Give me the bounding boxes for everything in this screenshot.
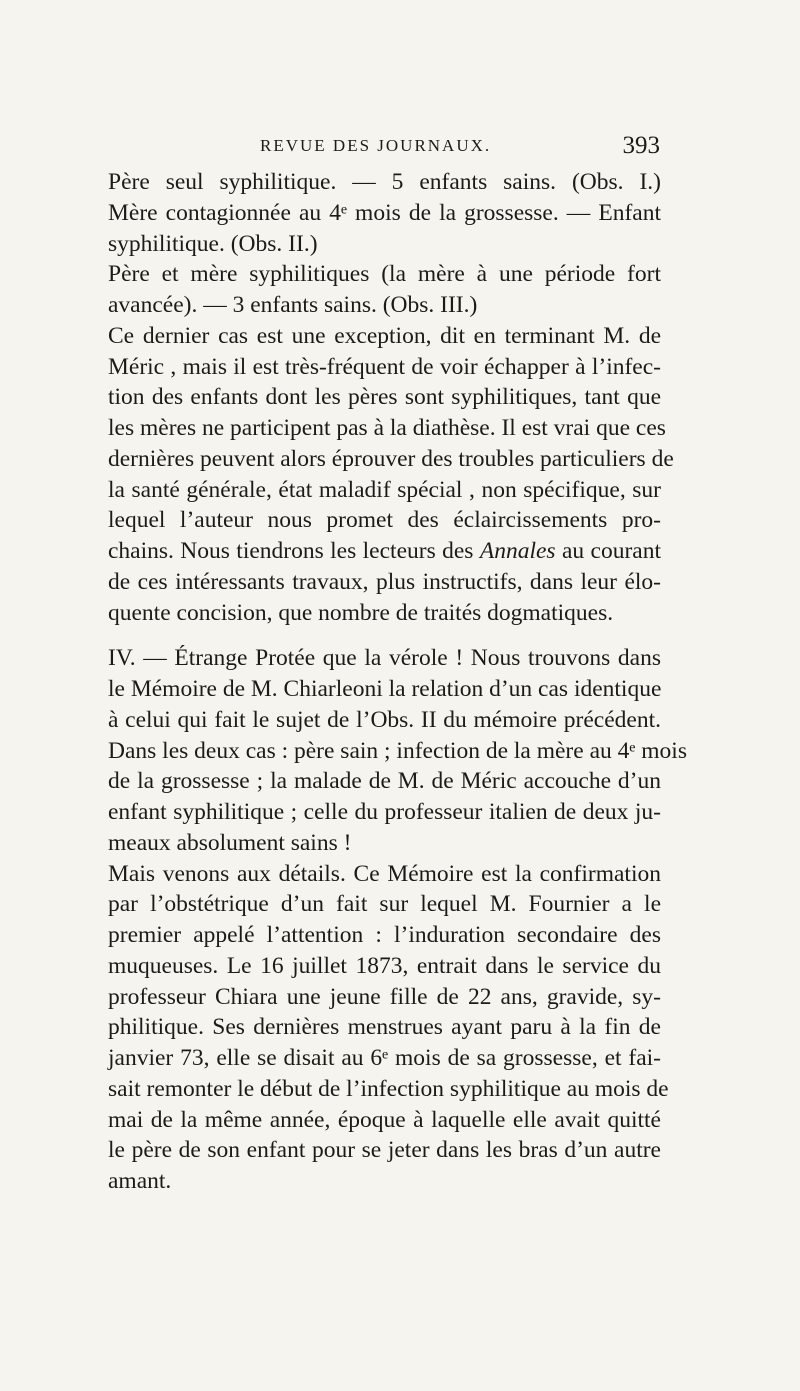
text-line: meaux absolument sains ! [108,829,352,856]
text-line: mai de la même année, époque à laquelle elle avait quitté [108,1106,661,1133]
text-line: Père seul syphilitique. — 5 enfants sains. (Obs. I.) [108,169,661,195]
text-line: amant. [108,1168,172,1194]
text-line: Méric , mais il est très-fréquent de voir échapper à l’infec- [108,353,661,380]
text-line: les mères ne participent pas à la diathèse. Il est vrai que ces [108,415,666,441]
text-line: par l’obstétrique d’un fait sur lequel M. Fournier a le [108,891,661,918]
text-line: dernières peuvent alors éprouver des troubles particuliers de [108,445,674,472]
text-line: la santé générale, état maladif spécial , non spécifique, sur [108,476,661,503]
journal-title-italic: Annales [479,538,556,564]
text-line: de ces intéressants travaux, plus instructifs, dans leur élo- [108,568,661,595]
text-line: avancée). — 3 enfants sains. (Obs. III.) [108,292,478,318]
text-line: à celui qui fait le sujet de l’Obs. II du mémoire précédent. [108,706,661,733]
text-line: Père et mère syphilitiques (la mère à une période fort [108,261,661,288]
text-line: chains. Nous tiendrons les lecteurs des Annales au courant [108,538,661,564]
page-header [108,132,660,162]
text-line: Mère contagionnée au 4ᵉ mois de la grossesse. — Enfant [108,199,661,226]
text-line: lequel l’auteur nous promet des éclaircissements pro- [108,507,661,534]
text-line: sait remonter le début de l’infection syphilitique au mois de [108,1075,669,1102]
text-line: le Mémoire de M. Chiarleoni la relation d’un cas identique [108,676,662,702]
text-line: le père de son enfant pour se jeter dans les bras d’un autre [108,1137,661,1164]
text-line: Mais venons aux détails. Ce Mémoire est la confirmation [108,860,661,887]
page-number: 393 [622,132,660,159]
text-line: Dans les deux cas : père sain ; infection de la mère au 4ᵉ mois [108,737,687,764]
text-line: muqueuses. Le 16 juillet 1873, entrait dans le service du [108,952,661,979]
text-line: professeur Chiara une jeune fille de 22 ans, gravide, sy- [108,983,661,1010]
text-line: premier appelé l’attention : l’induration secondaire des [108,922,661,948]
text-line: philitique. Ses dernières menstrues ayant paru à la fin de [108,1014,661,1041]
text-line: enfant syphilitique ; celle du professeur italien de deux ju- [108,799,661,825]
text-line: quente concision, que nombre de traités dogmatiques. [108,599,614,626]
text-line: IV. — Étrange Protée que la vérole ! Nous trouvons dans [108,645,661,672]
text-line: janvier 73, elle se disait au 6ᵉ mois de sa grossesse, et fai- [108,1045,661,1071]
text-line: tion des enfants dont les pères sont syphilitiques, tant que [108,384,661,411]
running-head: REVUE DES JOURNAUX. [260,136,492,155]
text-line: de la grossesse ; la malade de M. de Méric accouche d’un [108,768,661,795]
body-text [108,167,687,1197]
text-line: syphilitique. (Obs. II.) [108,230,318,257]
text-line: Ce dernier cas est une exception, dit en terminant M. de [108,322,661,349]
